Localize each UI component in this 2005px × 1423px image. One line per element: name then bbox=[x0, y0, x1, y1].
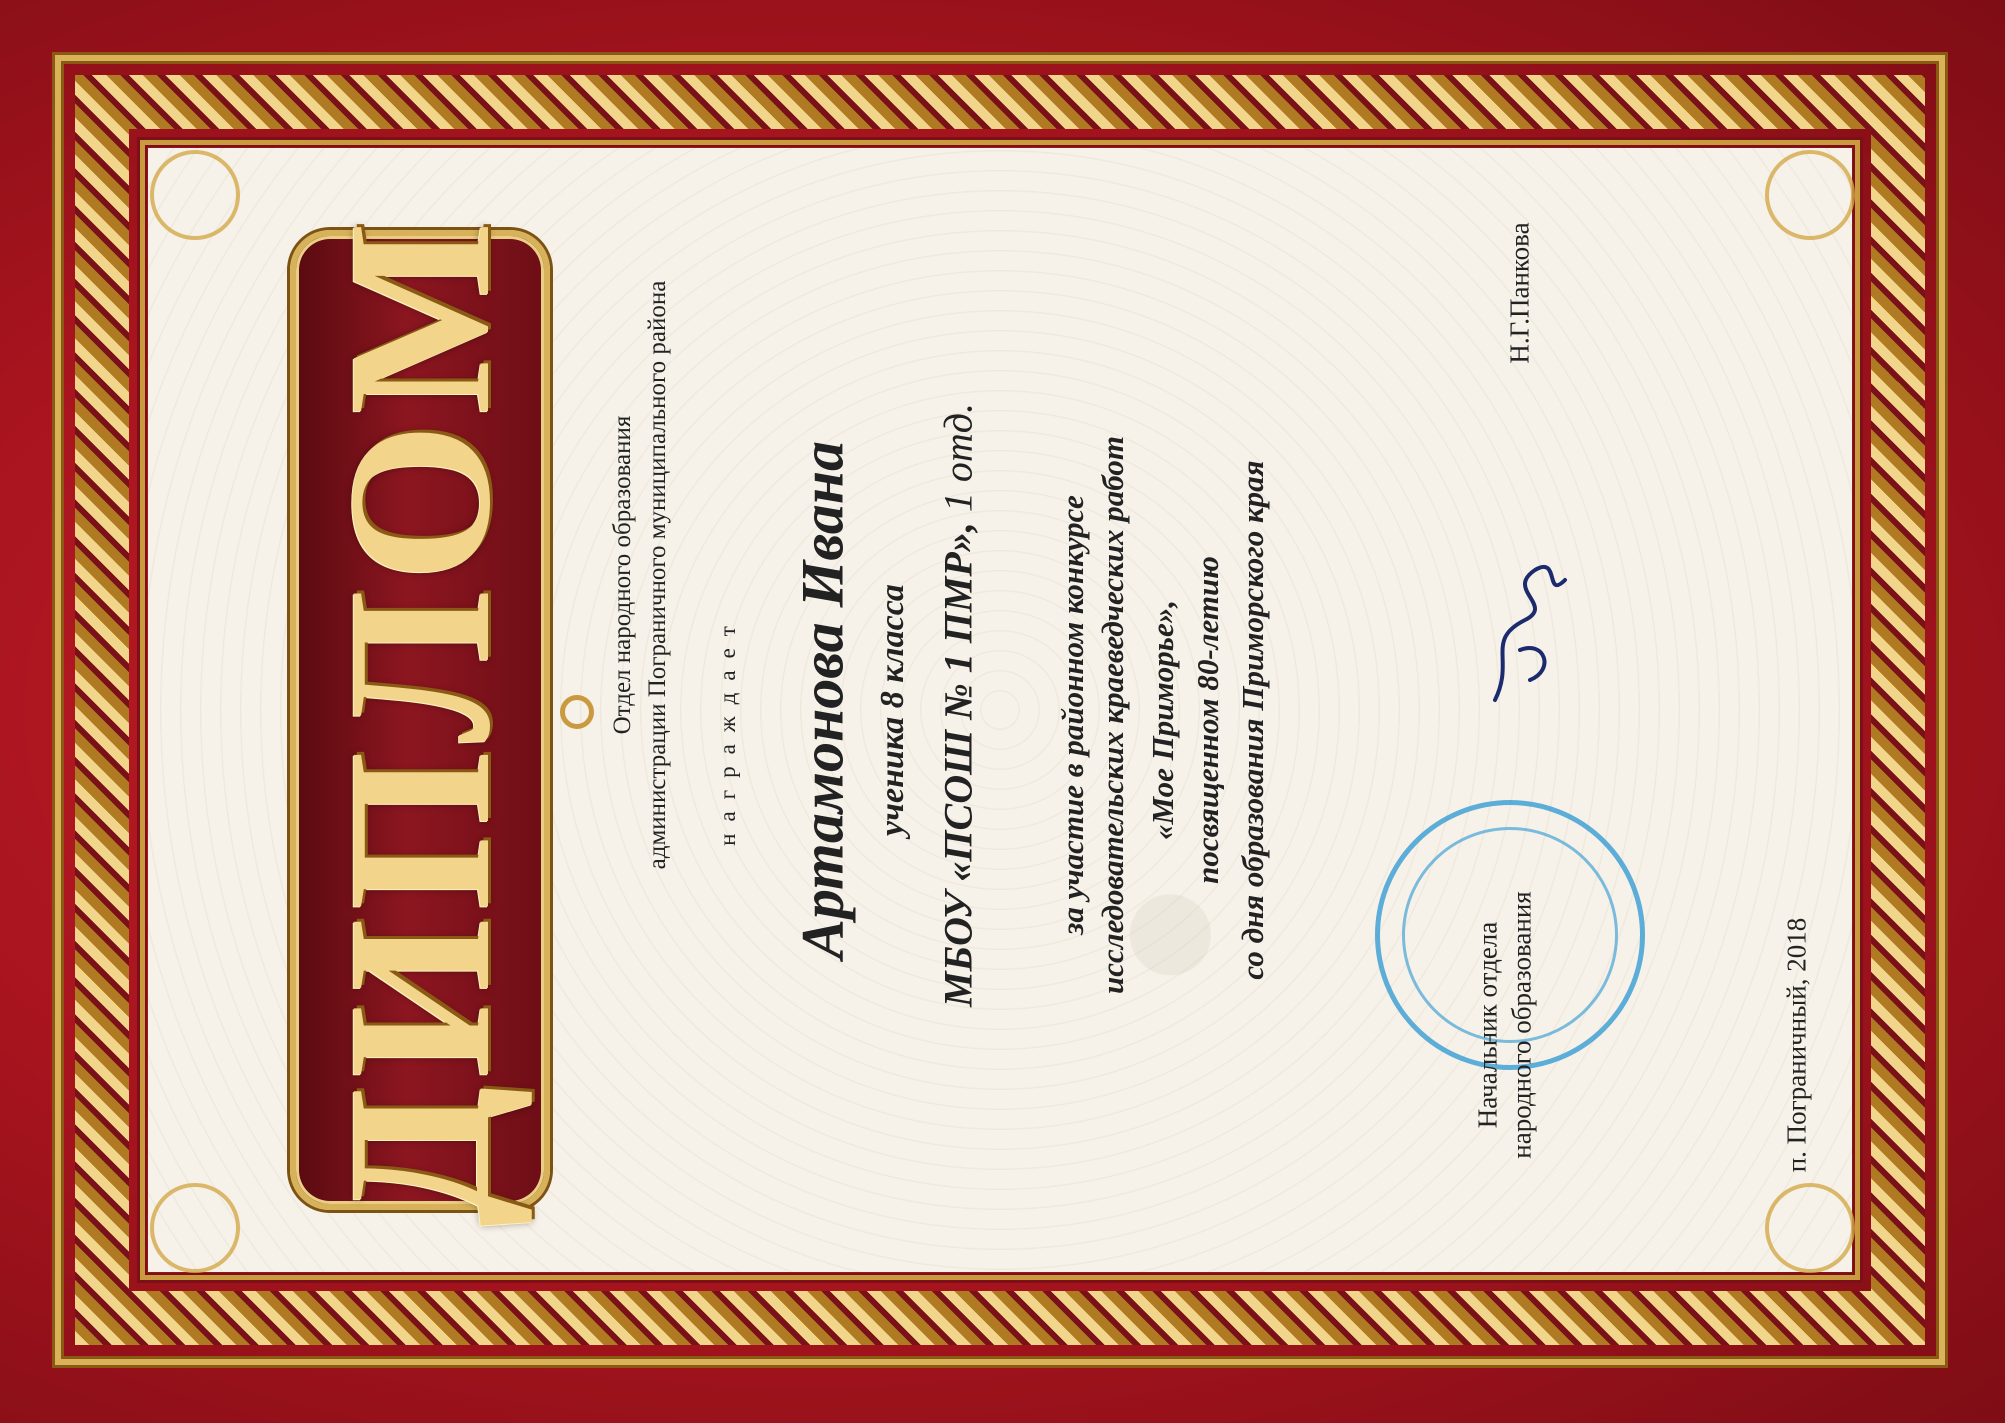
plaque-ornament-icon bbox=[560, 695, 594, 729]
reason-line-2: исследовательских краеведческих работ bbox=[1095, 436, 1130, 994]
diploma-title: ДИПЛОМ bbox=[306, 213, 533, 1227]
award-word: награждает bbox=[715, 614, 740, 846]
corner-ornament-icon bbox=[1765, 150, 1855, 240]
issuer-line-1: Отдел народного образования bbox=[609, 415, 636, 735]
reason-line-1: за участие в районном конкурсе bbox=[1055, 495, 1090, 935]
signature-icon bbox=[1475, 540, 1585, 710]
signatory-position-2: народного образования bbox=[1506, 891, 1537, 1159]
reason-line-3: «Мое Приморье», bbox=[1145, 600, 1180, 840]
signatory-name: Н.Г.Панкова bbox=[1504, 222, 1535, 364]
corner-ornament-icon bbox=[1765, 1183, 1855, 1273]
school-name: МБОУ «ПСОШ № 1 ПМР», bbox=[935, 522, 981, 1007]
recipient-name: Артамонова Ивана bbox=[789, 440, 856, 960]
reason-line-5: со дня образования Приморского края bbox=[1235, 460, 1270, 980]
reason-line-4: посвященном 80-летию bbox=[1190, 556, 1225, 884]
school-suffix: 1 отд. bbox=[935, 403, 981, 513]
recipient-grade: ученика 8 класса bbox=[874, 584, 911, 836]
corner-ornament-icon bbox=[150, 150, 240, 240]
signatory-position-1: Начальник отдела bbox=[1472, 921, 1503, 1129]
place-date: п. Пограничный, 2018 bbox=[1781, 917, 1812, 1173]
corner-ornament-icon bbox=[150, 1183, 240, 1273]
issuer-line-2: администрации Пограничного муниципального района bbox=[644, 280, 671, 870]
recipient-school bbox=[935, 403, 982, 1007]
